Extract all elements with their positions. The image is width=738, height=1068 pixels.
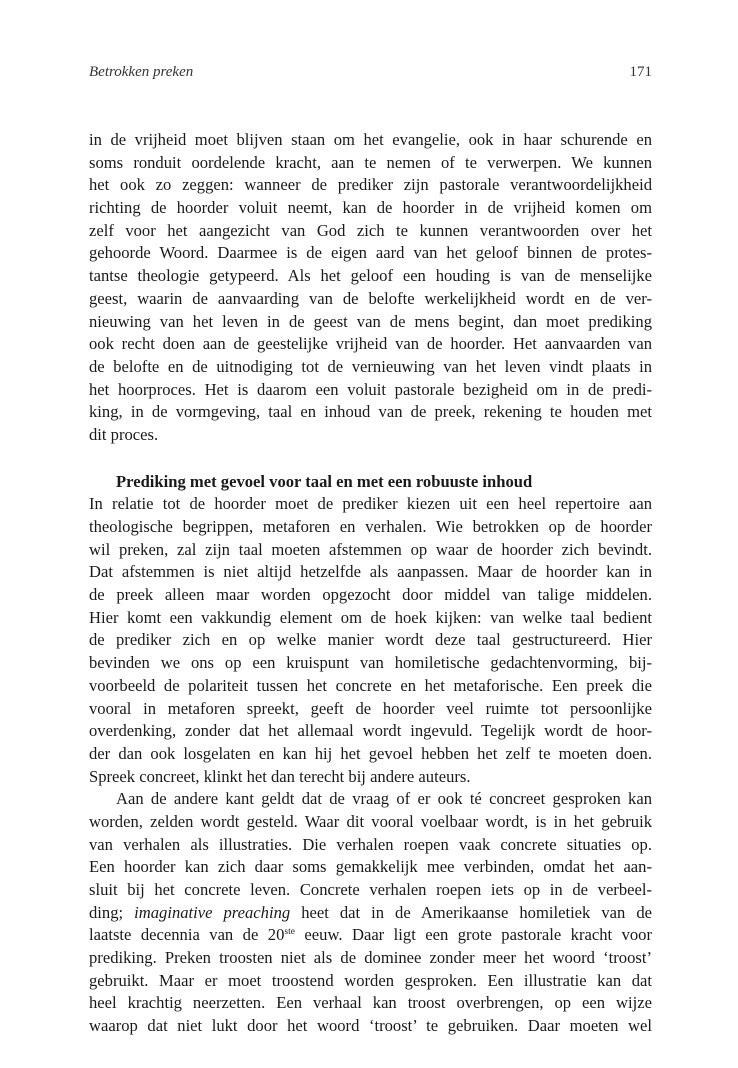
- text-run: eeuw. Daar ligt een grote pastorale kracht voor: [294, 925, 652, 945]
- text-line: van verhalen als illustraties. Die verhalen roepen vaak concrete situaties op.: [89, 834, 652, 854]
- text-line: waarop dat niet lukt door het woord ‘troost’ te gebruiken. Daar moeten wel: [89, 1016, 652, 1036]
- running-title: Betrokken preken: [89, 64, 194, 80]
- text-run: ding;: [89, 902, 135, 922]
- text-line: de prediker zich en op welke manier wordt deze taal gestructureerd. Hier: [89, 630, 652, 650]
- text-run: heet dat in de Amerikaanse homiletiek van de: [290, 902, 652, 922]
- text-line: heel krachtig neerzetten. Een verhaal kan troost overbrengen, op een wijze: [89, 993, 652, 1013]
- text-line: Een hoorder kan zich daar soms gemakkelijk mee verbinden, omdat het aan-: [89, 857, 652, 877]
- paragraph-1: [89, 129, 652, 447]
- text-line: de belofte en de uitnodiging tot de vernieuwing van het leven vindt plaats in: [89, 356, 652, 376]
- text-line: het ook zo zeggen: wanneer de prediker zijn pastorale verantwoordelijkheid: [89, 175, 652, 195]
- text-line: dit proces.: [89, 424, 159, 444]
- text-line: prediking. Preken troosten niet als de dominee zonder meer het woord ‘troost’: [89, 948, 652, 968]
- text-line: der dan ook losgelaten en kan hij het gevoel hebben het zelf te moeten doen.: [89, 743, 652, 763]
- paragraph-gap: [89, 447, 652, 471]
- text-line: vooral in metaforen spreekt, geeft de hoorder veel ruimte tot persoonlijke: [89, 698, 652, 718]
- text-line: Spreek concreet, klinkt het dan terecht bij andere auteurs.: [89, 766, 471, 786]
- text-line: sluit bij het concrete leven. Concrete verhalen roepen iets op in de verbeel-: [89, 880, 652, 899]
- text-line: richting de hoorder voluit neemt, kan de hoorder in de vrijheid komen om: [89, 198, 652, 218]
- text-line: gebruikt. Maar er moet troostend worden gesproken. Een illustratie kan dat: [89, 970, 652, 990]
- text-line: nieuwing van het leven in de geest van de mens begint, dan moet prediking: [89, 311, 652, 331]
- text-line: Aan de andere kant geldt dat de vraag of er ook té concreet gesproken kan: [116, 789, 652, 809]
- text-line: Hier komt een vakkundig element om de hoek kijken: van welke taal bedient: [89, 607, 652, 627]
- text-line: geest, waarin de aanvaarding van de belofte werkelijkheid wordt en de ver-: [89, 288, 652, 308]
- text-line: zelf voor het aangezicht van God zich te kunnen verantwoorden over het: [89, 220, 652, 240]
- text-line: overdenking, zonder dat het allemaal wordt ingevuld. Tegelijk wordt de hoor-: [89, 721, 652, 741]
- page-number: 171: [629, 64, 652, 80]
- text-line: gehoorde Woord. Daarmee is de eigen aard van het geloof binnen de protes-: [89, 243, 652, 263]
- text-line: soms ronduit oordelende kracht, aan te nemen of te verwerpen. We kunnen: [89, 152, 652, 172]
- section-heading: Prediking met gevoel voor taal en met een robuuste inhoud: [116, 471, 533, 491]
- text-line: de preek alleen maar worden opgezocht door middel van talige middelen.: [89, 585, 652, 605]
- text-line-superscript: [89, 924, 652, 947]
- text-line: in de vrijheid moet blijven staan om het evangelie, ook in haar schurende en: [89, 130, 652, 149]
- text-line: bevinden we ons op een kruispunt van homiletische gedachtenvorming, bij-: [89, 653, 652, 673]
- text-run: laatste decennia van de 20: [89, 925, 285, 945]
- text-line: het hoorproces. Het is daarom een voluit pastorale bezigheid om in de predi-: [89, 379, 652, 399]
- ordinal-superscript: ste: [284, 927, 295, 938]
- running-header: [89, 64, 652, 84]
- text-line: voorbeeld de polariteit tussen het concrete en het metaforische. Een preek die: [89, 675, 652, 695]
- text-line: wil preken, zal zijn taal moeten afstemmen op waar de hoorder zich bevindt.: [89, 539, 652, 559]
- text-line: Dat afstemmen is niet altijd hetzelfde als aanpassen. Maar de hoorder kan in: [89, 562, 652, 582]
- text-line: ook recht doen aan de geestelijke vrijheid van de hoorder. Het aanvaarden van: [89, 334, 652, 354]
- text-line: In relatie tot de hoorder moet de prediker kiezen uit een heel repertoire aan: [89, 494, 652, 514]
- paragraph-2: [89, 493, 652, 788]
- text-line-italic: [89, 902, 652, 925]
- paragraph-3: [89, 788, 652, 1038]
- text-line: tantse theologie getypeerd. Als het geloof een houding is van de menselijke: [89, 266, 652, 286]
- italic-term: imaginative preaching: [134, 902, 291, 922]
- text-line: king, in de vormgeving, taal en inhoud van de preek, rekening te houden met: [89, 402, 652, 422]
- text-line: theologische begrippen, metaforen en verhalen. Wie betrokken op de hoorder: [89, 517, 652, 536]
- text-line: worden, zelden wordt gesteld. Waar dit vooral voelbaar wordt, is in het gebruik: [89, 811, 652, 831]
- body-text: [89, 129, 652, 1038]
